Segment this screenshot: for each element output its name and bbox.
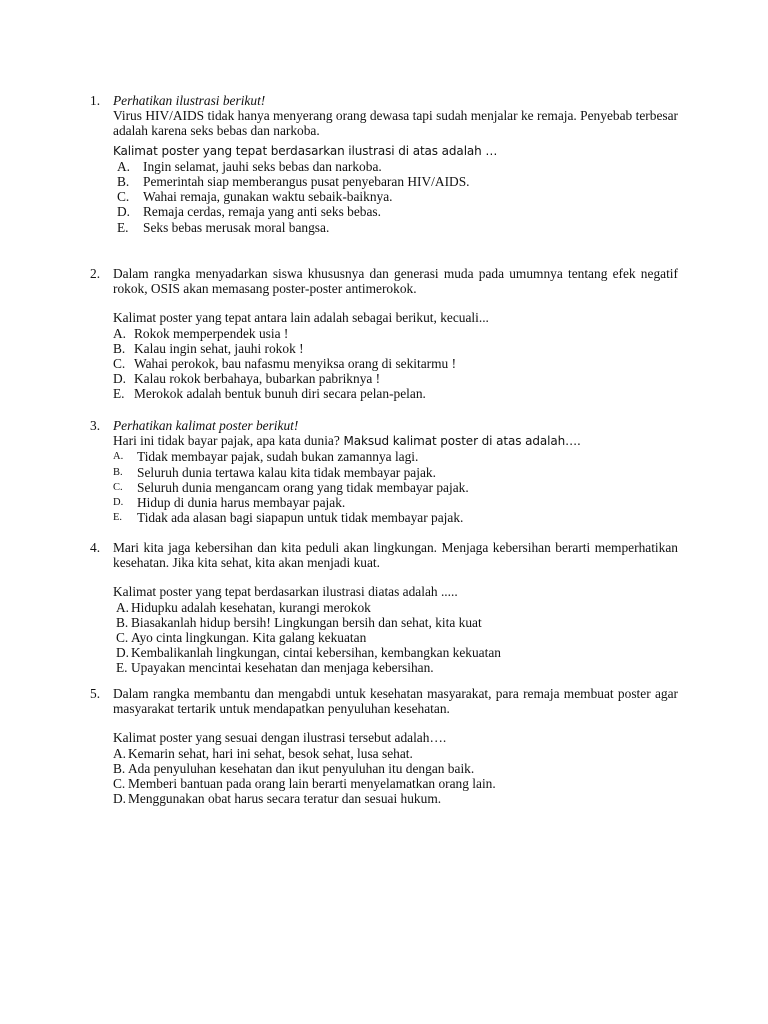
option-letter: E.: [117, 219, 129, 235]
option-text: Ingin selamat, jauhi seks bebas dan narkoba.: [143, 158, 382, 174]
option-d[interactable]: [113, 371, 678, 386]
question-3: [90, 418, 678, 525]
option-text: Hidup di dunia harus membayar pajak.: [137, 495, 346, 511]
option-e[interactable]: [113, 386, 678, 401]
option-b[interactable]: [113, 465, 678, 480]
answer-options: [113, 326, 678, 402]
option-text: Pemerintah siap memberangus pusat penyebaran HIV/AIDS.: [143, 174, 470, 190]
option-letter: D.: [117, 204, 131, 220]
option-c[interactable]: [113, 776, 678, 791]
question-number: 4.: [90, 540, 101, 555]
answer-options: [113, 600, 678, 676]
answer-options: [113, 746, 678, 807]
question-prompt: Kalimat poster yang tepat berdasarkan ilustrasi di atas adalah …: [113, 143, 498, 158]
option-letter: D.: [116, 645, 130, 661]
quoted-poster-sentence: Hari ini tidak bayar pajak, apa kata dunia?: [113, 433, 340, 449]
option-text: Ayo cinta lingkungan. Kita galang kekuatan: [131, 630, 367, 646]
option-text: Kalau rokok berbahaya, bubarkan pabriknya !: [134, 371, 381, 387]
option-letter: A.: [116, 599, 130, 615]
option-e[interactable]: [113, 220, 678, 235]
option-letter: D.: [113, 497, 124, 509]
option-text: Remaja cerdas, remaja yang anti seks bebas.: [143, 204, 381, 220]
option-a[interactable]: [113, 600, 678, 615]
option-letter: C.: [113, 776, 126, 792]
option-a[interactable]: [113, 746, 678, 761]
option-letter: B.: [116, 614, 129, 630]
option-text: Kemarin sehat, hari ini sehat, besok sehat, lusa sehat.: [128, 745, 413, 761]
option-letter: E.: [113, 386, 125, 402]
option-a[interactable]: [113, 159, 678, 174]
option-letter: E.: [116, 660, 128, 676]
option-text: Seluruh dunia tertawa kalau kita tidak membayar pajak.: [137, 464, 436, 480]
question-5: [90, 686, 678, 806]
option-b[interactable]: [113, 761, 678, 776]
option-text: Wahai perokok, bau nafasmu menyiksa orang di sekitarmu !: [134, 356, 457, 372]
option-letter: B.: [113, 466, 123, 478]
question-prompt: Kalimat poster yang tepat berdasarkan ilustrasi diatas adalah .....: [113, 584, 458, 600]
option-text: Hidupku adalah kesehatan, kurangi merokok: [131, 599, 371, 615]
option-text: Seks bebas merusak moral bangsa.: [143, 219, 330, 235]
option-b[interactable]: [113, 341, 678, 356]
option-text: Kalau ingin sehat, jauhi rokok !: [134, 340, 304, 356]
question-number: 2.: [90, 266, 101, 281]
question-number: 1.: [90, 93, 101, 108]
option-a[interactable]: [113, 326, 678, 341]
answer-options: [113, 159, 678, 235]
question-stem: [113, 433, 678, 449]
option-text: Biasakanlah hidup bersih! Lingkungan bersih dan sehat, kita kuat: [131, 614, 482, 630]
option-text: Tidak membayar pajak, sudah bukan zamannya lagi.: [137, 449, 419, 465]
option-d[interactable]: [113, 495, 678, 510]
option-text: Wahai remaja, gunakan waktu sebaik-baiknya.: [143, 189, 393, 205]
option-text: Merokok adalah bentuk bunuh diri secara pelan-pelan.: [134, 386, 426, 402]
question-prompt: Kalimat poster yang sesuai dengan ilustrasi tersebut adalah….: [113, 730, 447, 746]
question-stem: Virus HIV/AIDS tidak hanya menyerang orang dewasa tapi sudah menjalar ke remaja. Penyebab terbesar adalah karena seks bebas dan narkoba.: [113, 108, 678, 139]
answer-options: [113, 449, 678, 525]
option-d[interactable]: [113, 204, 678, 219]
option-letter: A.: [113, 451, 124, 463]
option-letter: E.: [113, 512, 123, 524]
option-letter: D.: [113, 791, 127, 807]
option-letter: C.: [113, 481, 123, 493]
option-c[interactable]: [113, 356, 678, 371]
option-letter: C.: [113, 356, 126, 372]
option-letter: D.: [113, 371, 127, 387]
question-4: [90, 540, 678, 676]
option-e[interactable]: [113, 660, 678, 675]
option-letter: C.: [116, 630, 129, 646]
question-stem: Mari kita jaga kebersihan dan kita peduli akan lingkungan. Menjaga kebersihan berarti memperhatikan kesehatan. Jika kita sehat, kita akan menjadi kuat.: [113, 540, 678, 571]
question-prompt: Kalimat poster yang tepat antara lain adalah sebagai berikut, kecuali...: [113, 310, 489, 326]
option-letter: A.: [113, 745, 127, 761]
option-letter: B.: [113, 340, 126, 356]
option-letter: A.: [113, 325, 127, 341]
option-c[interactable]: [113, 480, 678, 495]
option-text: Seluruh dunia mengancam orang yang tidak membayar pajak.: [137, 479, 469, 495]
option-text: Rokok memperpendek usia !: [134, 325, 289, 341]
option-c[interactable]: [113, 630, 678, 645]
option-b[interactable]: [113, 615, 678, 630]
option-letter: B.: [113, 760, 126, 776]
option-text: Upayakan mencintai kesehatan dan menjaga kebersihan.: [131, 660, 434, 676]
option-letter: A.: [117, 158, 131, 174]
option-text: Kembalikanlah lingkungan, cintai kebersihan, kembangkan kekuatan: [131, 645, 501, 661]
option-letter: B.: [117, 174, 130, 190]
question-stem: Dalam rangka membantu dan mengabdi untuk kesehatan masyarakat, para remaja membuat poster agar masyarakat tertarik untuk mendapatkan penyuluhan kesehatan.: [113, 686, 678, 717]
option-d[interactable]: [113, 791, 678, 806]
question-number: 3.: [90, 418, 101, 433]
question-stem: Dalam rangka menyadarkan siswa khususnya dan generasi muda pada umumnya tentang efek negatif rokok, OSIS akan memasang poster-poster antimerokok.: [113, 266, 678, 297]
question-heading: Perhatikan ilustrasi berikut!: [113, 93, 266, 108]
option-e[interactable]: [113, 510, 678, 525]
option-c[interactable]: [113, 189, 678, 204]
question-heading: Perhatikan kalimat poster berikut!: [113, 418, 299, 433]
option-a[interactable]: [113, 449, 678, 464]
option-d[interactable]: [113, 645, 678, 660]
option-letter: C.: [117, 189, 130, 205]
question-prompt: Maksud kalimat poster di atas adalah….: [339, 434, 581, 449]
question-1: [90, 93, 678, 235]
question-number: 5.: [90, 686, 101, 701]
option-text: Tidak ada alasan bagi siapapun untuk tidak membayar pajak.: [137, 510, 464, 526]
option-text: Ada penyuluhan kesehatan dan ikut penyuluhan itu dengan baik.: [128, 760, 475, 776]
option-text: Menggunakan obat harus secara teratur dan sesuai hukum.: [128, 791, 442, 807]
question-2: [90, 266, 678, 402]
option-b[interactable]: [113, 174, 678, 189]
option-text: Memberi bantuan pada orang lain berarti menyelamatkan orang lain.: [128, 776, 496, 792]
